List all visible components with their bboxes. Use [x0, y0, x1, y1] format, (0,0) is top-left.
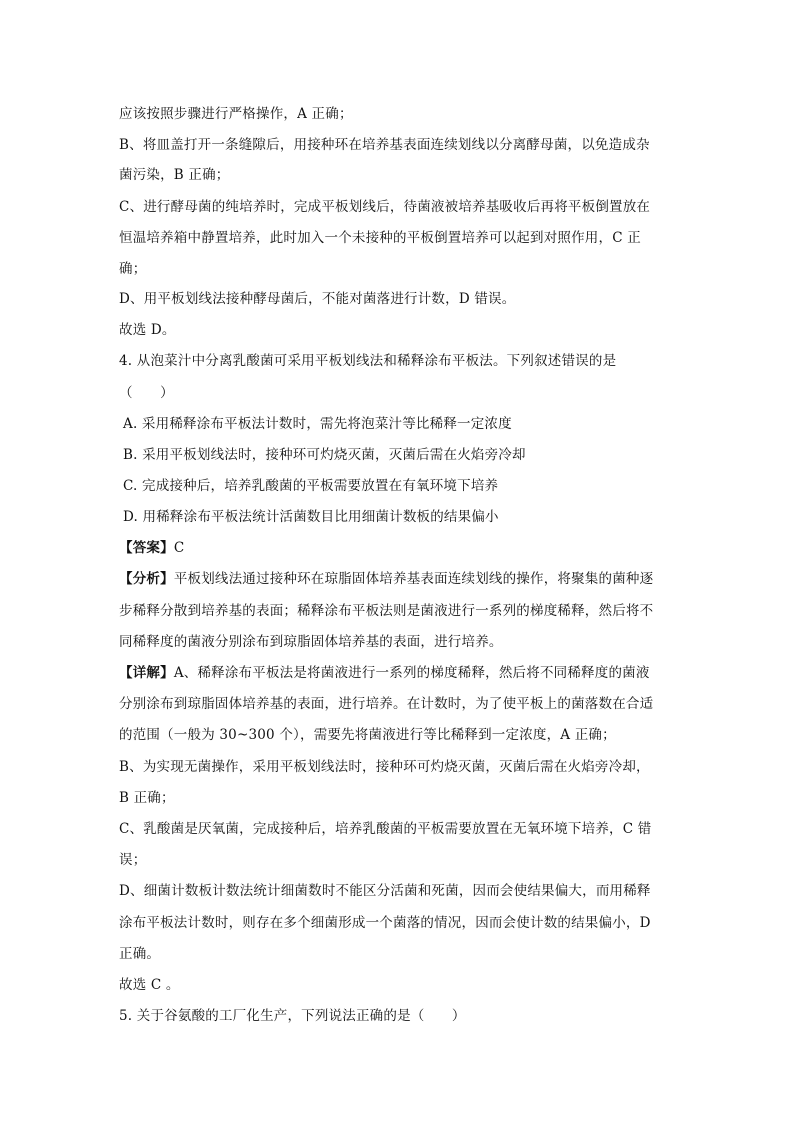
analysis-text: 平板划线法通过接种环在琼脂固体培养基表面连续划线的操作，将聚集的菌种逐	[173, 571, 654, 587]
detail-line: C、乳酸菌是厌氧菌，完成接种后，培养乳酸菌的平板需要放置在无氧环境下培养，C 错	[119, 821, 652, 837]
detail-line: D、细菌计数板计数法统计细菌数时不能区分活菌和死菌，因而会使结果偏大，而用稀释	[119, 883, 651, 899]
answer-value: C	[173, 540, 185, 556]
option-b: B. 采用平板划线法时，接种环可灼烧灭菌，灭菌后需在火焰旁冷却	[123, 447, 526, 463]
question-blank: （ ）	[119, 385, 174, 401]
option-d: D. 用稀释涂布平板法统计活菌数目比用细菌计数板的结果偏小	[123, 509, 499, 525]
detail-line: B 正确；	[119, 790, 175, 806]
detail-text: A、稀释涂布平板法是将菌液进行一系列的梯度稀释，然后将不同稀释度的菌液	[173, 665, 650, 681]
analysis-line	[119, 570, 653, 588]
detail-tag: 【详解】	[119, 665, 174, 681]
explanation-line: D、用平板划线法接种酵母菌后，不能对菌落进行计数，D 错误。	[119, 291, 516, 307]
explanation-line: 确；	[119, 261, 147, 277]
analysis-tag: 【分析】	[119, 571, 174, 587]
detail-line	[119, 664, 650, 682]
answer-line	[119, 539, 184, 557]
conclusion-line: 故选 D。	[119, 322, 176, 338]
detail-line: B、为实现无菌操作，采用平板划线法时，接种环可灼烧灭菌，灭菌后需在火焰旁冷却，	[119, 759, 650, 775]
option-a: A. 采用稀释涂布平板法计数时，需先将泡菜汁等比稀释一定浓度	[123, 416, 512, 432]
detail-line: 正确。	[119, 946, 161, 962]
answer-tag: 【答案】	[119, 540, 174, 556]
option-c: C. 完成接种后，培养乳酸菌的平板需要放置在有氧环境下培养	[123, 478, 499, 494]
conclusion-line: 故选 C 。	[119, 977, 180, 993]
analysis-line: 同稀释度的菌液分别涂布到琼脂固体培养基的表面，进行培养。	[119, 634, 503, 650]
question-stem: 5. 关于谷氨酸的工厂化生产，下列说法正确的是（ ）	[119, 1008, 466, 1024]
question-stem: 4. 从泡菜汁中分离乳酸菌可采用平板划线法和稀释涂布平板法。下列叙述错误的是	[119, 353, 617, 369]
explanation-line: 应该按照步骤进行严格操作，A 正确；	[119, 106, 353, 122]
detail-line: 涂布平板法计数时，则存在多个细菌形成一个菌落的情况，因而会使计数的结果偏小，D	[119, 915, 651, 931]
explanation-line: 恒温培养箱中静置培养，此时加入一个未接种的平板倒置培养可以起到对照作用，C 正	[119, 230, 641, 246]
analysis-line: 步稀释分散到培养基的表面；稀释涂布平板法则是菌液进行一系列的梯度稀释，然后将不	[119, 603, 654, 619]
detail-line: 分别涂布到琼脂固体培养基的表面，进行培养。在计数时，为了使平板上的菌落数在合适	[119, 696, 654, 712]
explanation-line: C、进行酵母菌的纯培养时，完成平板划线后，待菌液被培养基吸收后再将平板倒置放在	[119, 199, 651, 215]
detail-line: 误；	[119, 852, 147, 868]
explanation-line: B、将皿盖打开一条缝隙后，用接种环在培养基表面连续划线以分离酵母菌，以免造成杂	[119, 137, 650, 153]
detail-line: 的范围（一般为 30~300 个），需要先将菌液进行等比稀释到一定浓度，A 正确；	[119, 727, 616, 743]
explanation-line: 菌污染，B 正确；	[119, 167, 230, 183]
